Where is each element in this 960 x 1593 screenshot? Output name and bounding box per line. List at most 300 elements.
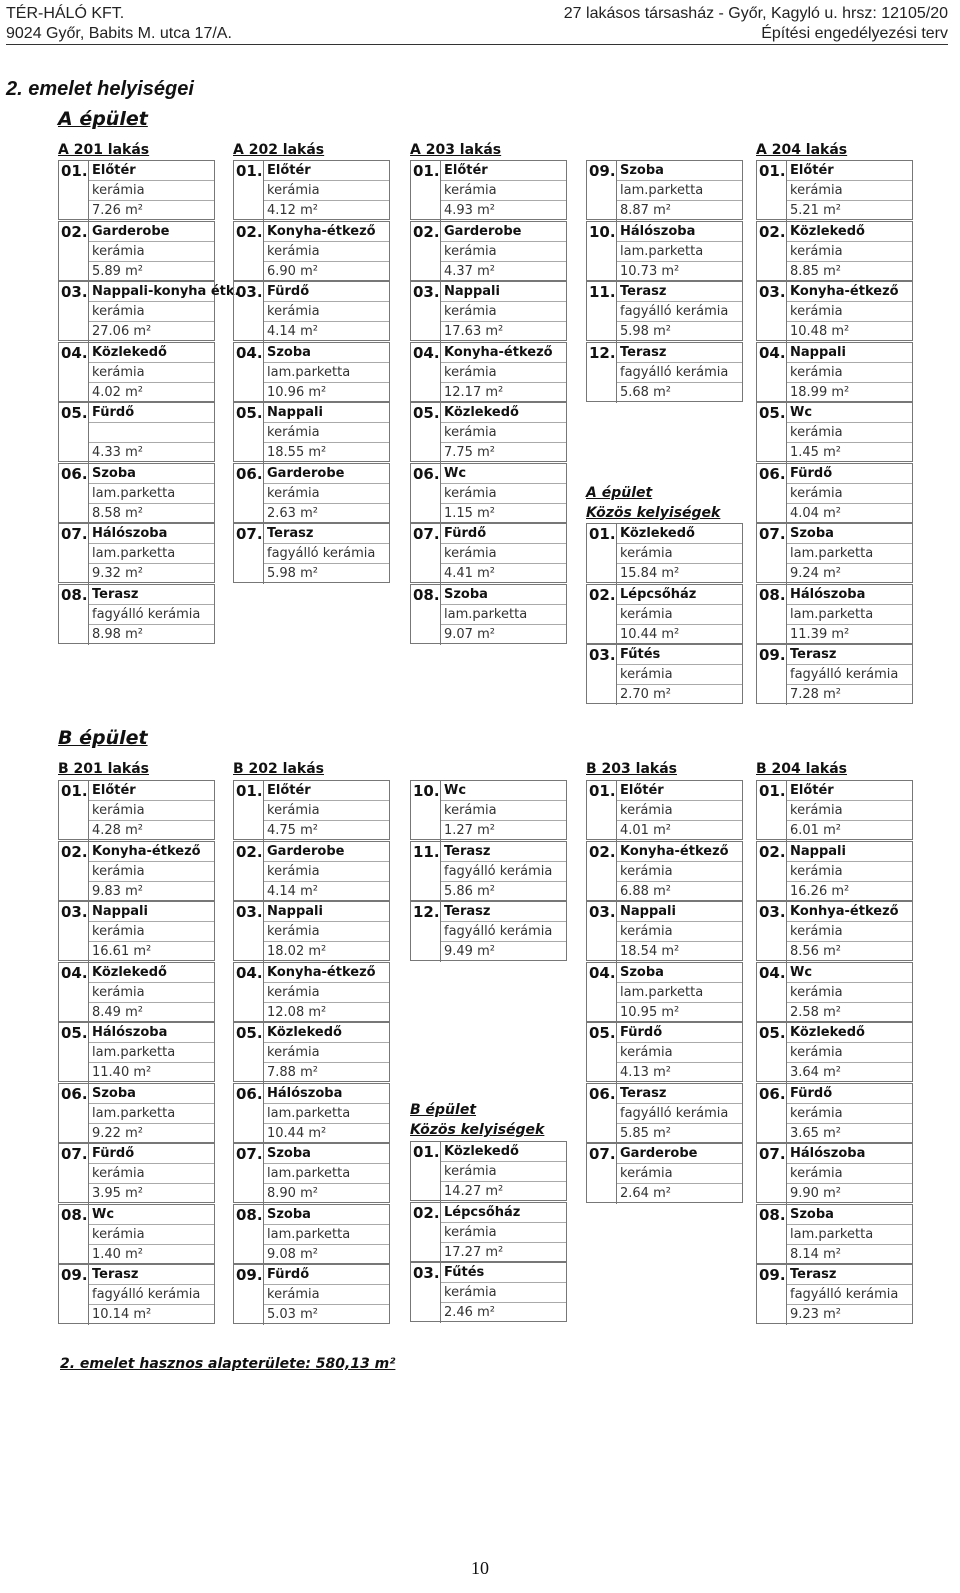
room-cell xyxy=(233,342,390,402)
room-number: 02. xyxy=(411,222,441,282)
room-name: Hálószoba xyxy=(89,524,214,544)
room-cell xyxy=(58,402,215,462)
room-number: 08. xyxy=(59,1205,89,1265)
room-number: 09. xyxy=(587,161,617,221)
room-name: Nappali-konyha étk. xyxy=(89,282,214,302)
floor-finish: fagyálló kerámia xyxy=(617,1104,742,1124)
room-number: 04. xyxy=(411,343,441,403)
room-number: 09. xyxy=(59,1265,89,1325)
room-name: Terasz xyxy=(617,282,742,302)
room-name: Nappali xyxy=(441,282,566,302)
floor-finish: kerámia xyxy=(89,1164,214,1184)
room-number: 01. xyxy=(411,161,441,221)
room-area: 4.93 m² xyxy=(444,203,495,218)
floor-finish: fagyálló kerámia xyxy=(264,544,389,564)
room-name: Garderobe xyxy=(264,464,389,484)
room-cell xyxy=(233,1083,390,1143)
floor-finish: kerámia xyxy=(264,801,389,821)
room-name: Konyha-étkező xyxy=(264,963,389,983)
floor-finish: kerámia xyxy=(617,665,742,685)
room-name: Hálószoba xyxy=(617,222,742,242)
room-number: 11. xyxy=(587,282,617,342)
floor-finish: kerámia xyxy=(441,1162,566,1182)
room-area: 18.02 m² xyxy=(267,944,327,959)
room-cell xyxy=(756,1083,913,1143)
room-number: 03. xyxy=(757,282,787,342)
room-cell xyxy=(410,780,567,840)
room-name: Fűtés xyxy=(617,645,742,665)
room-number: 01. xyxy=(757,161,787,221)
room-name: Szoba xyxy=(787,524,912,544)
room-area: 9.24 m² xyxy=(790,566,841,581)
floor-finish: kerámia xyxy=(617,1043,742,1063)
room-area: 10.95 m² xyxy=(620,1005,680,1020)
room-number: 02. xyxy=(59,842,89,902)
floor-finish: kerámia xyxy=(264,922,389,942)
room-name: Fürdő xyxy=(264,1265,389,1285)
room-number: 04. xyxy=(234,963,264,1023)
floor-finish: kerámia xyxy=(441,544,566,564)
room-cell xyxy=(58,1022,215,1082)
room-name: Közlekedő xyxy=(617,524,742,544)
floor-finish: kerámia xyxy=(264,242,389,262)
room-number: 07. xyxy=(234,1144,264,1204)
room-name: Garderobe xyxy=(264,842,389,862)
room-name: Wc xyxy=(787,403,912,423)
room-number: 08. xyxy=(411,585,441,645)
room-number: 06. xyxy=(757,1084,787,1144)
floor-finish: kerámia xyxy=(787,1104,912,1124)
room-area: 9.08 m² xyxy=(267,1247,318,1262)
room-area: 10.44 m² xyxy=(620,627,680,642)
floor-finish: kerámia xyxy=(264,181,389,201)
room-cell xyxy=(58,1264,215,1324)
floor-finish: kerámia xyxy=(264,484,389,504)
floor-finish: fagyálló kerámia xyxy=(617,302,742,322)
room-area: 6.01 m² xyxy=(790,823,841,838)
room-number: 02. xyxy=(587,842,617,902)
room-number: 05. xyxy=(59,403,89,463)
room-name: Konyha-étkező xyxy=(617,842,742,862)
floor-finish: kerámia xyxy=(441,1223,566,1243)
room-name: Hálószoba xyxy=(787,585,912,605)
room-number: 03. xyxy=(59,282,89,342)
room-cell xyxy=(233,780,390,840)
floor-finish: lam.parketta xyxy=(787,605,912,625)
room-cell xyxy=(233,1143,390,1203)
room-area: 10.44 m² xyxy=(267,1126,327,1141)
room-cell xyxy=(58,841,215,901)
apartment-title: B 204 lakás xyxy=(756,761,847,777)
room-number: 01. xyxy=(587,781,617,841)
room-number: 02. xyxy=(59,222,89,282)
room-cell xyxy=(756,1204,913,1264)
room-area: 5.89 m² xyxy=(92,264,143,279)
room-number: 08. xyxy=(757,585,787,645)
room-name: Előtér xyxy=(264,781,389,801)
project-title: 27 lakásos társasház - Győr, Kagyló u. hrsz: 12105/20 xyxy=(563,5,948,22)
room-name: Közlekedő xyxy=(89,343,214,363)
room-name: Terasz xyxy=(617,343,742,363)
room-number: 04. xyxy=(234,343,264,403)
room-cell xyxy=(756,644,913,704)
room-cell xyxy=(586,281,743,341)
room-area: 8.14 m² xyxy=(790,1247,841,1262)
floor-finish: kerámia xyxy=(89,922,214,942)
room-name: Előtér xyxy=(787,161,912,181)
room-number: 04. xyxy=(59,343,89,403)
room-area: 4.01 m² xyxy=(620,823,671,838)
common-areas-label: Közös kelyiségek xyxy=(586,505,721,521)
floor-finish: kerámia xyxy=(441,423,566,443)
room-number: 01. xyxy=(59,781,89,841)
floor-finish: lam.parketta xyxy=(787,1225,912,1245)
room-name: Fürdő xyxy=(89,403,214,423)
floor-finish: kerámia xyxy=(787,1164,912,1184)
floor-finish: lam.parketta xyxy=(264,363,389,383)
room-name: Wc xyxy=(441,464,566,484)
room-area: 4.14 m² xyxy=(267,324,318,339)
floor-finish: kerámia xyxy=(617,862,742,882)
room-cell xyxy=(58,523,215,583)
room-number: 06. xyxy=(234,1084,264,1144)
floor-finish: lam.parketta xyxy=(89,544,214,564)
floor-finish: fagyálló kerámia xyxy=(89,1285,214,1305)
apartment-title: B 203 lakás xyxy=(586,761,677,777)
room-number: 06. xyxy=(59,464,89,524)
room-area: 16.61 m² xyxy=(92,944,152,959)
room-name: Wc xyxy=(787,963,912,983)
room-area: 9.23 m² xyxy=(790,1307,841,1322)
room-name: Közlekedő xyxy=(441,403,566,423)
room-cell xyxy=(58,221,215,281)
room-name: Konyha-étkező xyxy=(264,222,389,242)
room-cell xyxy=(756,463,913,523)
room-number: 09. xyxy=(757,1265,787,1325)
room-number: 05. xyxy=(234,403,264,463)
room-cell xyxy=(586,962,743,1022)
room-cell xyxy=(233,463,390,523)
room-area: 5.03 m² xyxy=(267,1307,318,1322)
floor-finish: kerámia xyxy=(787,302,912,322)
room-area: 7.75 m² xyxy=(444,445,495,460)
room-name: Fürdő xyxy=(441,524,566,544)
room-cell xyxy=(410,160,567,220)
room-area: 1.40 m² xyxy=(92,1247,143,1262)
header-divider xyxy=(6,44,948,45)
room-name: Konhya-étkező xyxy=(787,902,912,922)
floor-finish: kerámia xyxy=(787,242,912,262)
floor-finish: kerámia xyxy=(787,1043,912,1063)
floor-finish: lam.parketta xyxy=(617,242,742,262)
room-cell xyxy=(233,221,390,281)
room-cell xyxy=(410,901,567,961)
floor-finish: kerámia xyxy=(441,801,566,821)
room-cell xyxy=(586,901,743,961)
room-area: 8.49 m² xyxy=(92,1005,143,1020)
floor-finish: kerámia xyxy=(787,862,912,882)
room-area: 1.27 m² xyxy=(444,823,495,838)
room-cell xyxy=(58,1083,215,1143)
room-number: 01. xyxy=(411,1142,441,1202)
room-number: 02. xyxy=(234,842,264,902)
room-name: Fürdő xyxy=(787,1084,912,1104)
room-number: 12. xyxy=(587,343,617,403)
floor-finish: kerámia xyxy=(441,242,566,262)
room-name: Szoba xyxy=(617,963,742,983)
section-title: 2. emelet helyiségei xyxy=(6,78,194,100)
room-area: 2.58 m² xyxy=(790,1005,841,1020)
floor-finish: kerámia xyxy=(441,363,566,383)
room-name: Hálószoba xyxy=(787,1144,912,1164)
room-area: 5.68 m² xyxy=(620,385,671,400)
room-number: 05. xyxy=(757,403,787,463)
room-cell xyxy=(58,463,215,523)
room-area: 2.63 m² xyxy=(267,506,318,521)
room-area: 10.14 m² xyxy=(92,1307,152,1322)
floor-finish: fagyálló kerámia xyxy=(787,665,912,685)
room-name: Közlekedő xyxy=(787,222,912,242)
room-cell xyxy=(233,523,390,583)
room-name: Szoba xyxy=(89,464,214,484)
document-type: Építési engedélyezési terv xyxy=(761,25,948,42)
floor-finish: kerámia xyxy=(787,801,912,821)
room-number: 04. xyxy=(757,343,787,403)
room-number: 11. xyxy=(411,842,441,902)
room-number: 03. xyxy=(411,1263,441,1323)
floor-finish: kerámia xyxy=(89,363,214,383)
floor-finish: fagyálló kerámia xyxy=(441,862,566,882)
room-number: 06. xyxy=(587,1084,617,1144)
room-name: Terasz xyxy=(787,1265,912,1285)
floor-finish: kerámia xyxy=(617,605,742,625)
room-area: 8.90 m² xyxy=(267,1186,318,1201)
room-name: Fürdő xyxy=(617,1023,742,1043)
room-area: 2.70 m² xyxy=(620,687,671,702)
room-cell xyxy=(756,780,913,840)
floor-finish: fagyálló kerámia xyxy=(89,605,214,625)
apartment-title: B 202 lakás xyxy=(233,761,324,777)
room-name: Közlekedő xyxy=(264,1023,389,1043)
room-area: 4.14 m² xyxy=(267,884,318,899)
room-number: 03. xyxy=(234,902,264,962)
room-number: 09. xyxy=(757,645,787,705)
room-area: 6.90 m² xyxy=(267,264,318,279)
room-cell xyxy=(410,463,567,523)
room-cell xyxy=(586,342,743,402)
room-area: 7.28 m² xyxy=(790,687,841,702)
room-name: Fűtés xyxy=(441,1263,566,1283)
room-number: 06. xyxy=(59,1084,89,1144)
room-name: Nappali xyxy=(787,343,912,363)
floor-finish: lam.parketta xyxy=(787,544,912,564)
room-area: 15.84 m² xyxy=(620,566,680,581)
room-area: 7.26 m² xyxy=(92,203,143,218)
room-name: Nappali xyxy=(264,902,389,922)
room-cell xyxy=(233,1022,390,1082)
room-cell xyxy=(233,160,390,220)
room-name: Terasz xyxy=(617,1084,742,1104)
room-cell xyxy=(233,281,390,341)
floor-finish: lam.parketta xyxy=(264,1164,389,1184)
room-name: Terasz xyxy=(264,524,389,544)
room-number: 02. xyxy=(757,222,787,282)
floor-finish: kerámia xyxy=(89,801,214,821)
room-cell xyxy=(233,901,390,961)
room-cell xyxy=(586,1143,743,1203)
room-number: 03. xyxy=(411,282,441,342)
floor-finish: kerámia xyxy=(89,242,214,262)
room-name: Nappali xyxy=(89,902,214,922)
room-area: 4.75 m² xyxy=(267,823,318,838)
room-name: Konyha-étkező xyxy=(441,343,566,363)
room-number: 10. xyxy=(587,222,617,282)
floor-finish: kerámia xyxy=(617,544,742,564)
room-area: 4.04 m² xyxy=(790,506,841,521)
floor-finish: kerámia xyxy=(787,181,912,201)
floor-finish: kerámia xyxy=(787,922,912,942)
room-area: 8.87 m² xyxy=(620,203,671,218)
room-cell xyxy=(233,1264,390,1324)
room-number: 03. xyxy=(59,902,89,962)
room-name: Terasz xyxy=(89,585,214,605)
floor-finish: kerámia xyxy=(441,302,566,322)
room-cell xyxy=(58,342,215,402)
floor-finish: kerámia xyxy=(787,484,912,504)
room-number: 06. xyxy=(757,464,787,524)
room-area: 8.85 m² xyxy=(790,264,841,279)
room-name: Terasz xyxy=(787,645,912,665)
floor-finish xyxy=(89,423,214,443)
floor-finish: lam.parketta xyxy=(89,1104,214,1124)
common-areas-title xyxy=(586,483,720,523)
room-number: 05. xyxy=(757,1023,787,1083)
floor-finish: kerámia xyxy=(264,1285,389,1305)
floor-finish: kerámia xyxy=(441,181,566,201)
room-cell xyxy=(756,160,913,220)
room-number: 02. xyxy=(234,222,264,282)
common-areas-label: Közös kelyiségek xyxy=(410,1122,545,1138)
header-right xyxy=(564,4,948,44)
room-area: 18.54 m² xyxy=(620,944,680,959)
room-cell xyxy=(58,780,215,840)
room-name: Közlekedő xyxy=(441,1142,566,1162)
room-cell xyxy=(756,1264,913,1324)
room-area: 5.86 m² xyxy=(444,884,495,899)
room-cell xyxy=(58,281,240,341)
room-area: 9.07 m² xyxy=(444,627,495,642)
room-name: Fürdő xyxy=(89,1144,214,1164)
room-area: 3.65 m² xyxy=(790,1126,841,1141)
room-number: 07. xyxy=(234,524,264,584)
room-area: 4.13 m² xyxy=(620,1065,671,1080)
room-area: 9.22 m² xyxy=(92,1126,143,1141)
room-number: 03. xyxy=(587,645,617,705)
room-area: 3.95 m² xyxy=(92,1186,143,1201)
room-cell xyxy=(58,962,215,1022)
room-number: 07. xyxy=(587,1144,617,1204)
room-name: Előtér xyxy=(617,781,742,801)
room-area: 4.02 m² xyxy=(92,385,143,400)
room-area: 2.64 m² xyxy=(620,1186,671,1201)
apartment-title: B 201 lakás xyxy=(58,761,149,777)
room-number: 03. xyxy=(234,282,264,342)
room-name: Szoba xyxy=(264,1205,389,1225)
room-number: 10. xyxy=(411,781,441,841)
page-number: 10 xyxy=(471,1558,489,1578)
floor-finish: fagyálló kerámia xyxy=(617,363,742,383)
room-number: 01. xyxy=(234,781,264,841)
room-area: 10.73 m² xyxy=(620,264,680,279)
room-area: 1.45 m² xyxy=(790,445,841,460)
floor-finish: lam.parketta xyxy=(89,484,214,504)
header-left xyxy=(6,4,232,44)
floor-area-total: 2. emelet hasznos alapterülete: 580,13 m² xyxy=(60,1356,396,1372)
room-name: Garderobe xyxy=(89,222,214,242)
room-cell xyxy=(586,644,743,704)
room-number: 05. xyxy=(234,1023,264,1083)
room-name: Szoba xyxy=(441,585,566,605)
room-number: 01. xyxy=(59,161,89,221)
floor-finish: lam.parketta xyxy=(89,1043,214,1063)
room-name: Nappali xyxy=(617,902,742,922)
room-cell xyxy=(410,523,567,583)
common-building-label: B épület xyxy=(410,1102,477,1118)
room-cell xyxy=(410,221,567,281)
room-number: 05. xyxy=(411,403,441,463)
floor-finish: kerámia xyxy=(441,484,566,504)
room-number: 09. xyxy=(234,1265,264,1325)
room-name: Előtér xyxy=(441,161,566,181)
room-name: Szoba xyxy=(264,1144,389,1164)
room-number: 03. xyxy=(757,902,787,962)
room-number: 07. xyxy=(757,524,787,584)
room-area: 10.48 m² xyxy=(790,324,850,339)
room-number: 05. xyxy=(59,1023,89,1083)
room-name: Lépcsőház xyxy=(441,1203,566,1223)
room-cell xyxy=(58,160,215,220)
room-area: 8.58 m² xyxy=(92,506,143,521)
room-number: 05. xyxy=(587,1023,617,1083)
room-cell xyxy=(586,523,743,583)
room-cell xyxy=(756,523,913,583)
room-name: Nappali xyxy=(264,403,389,423)
room-name: Garderobe xyxy=(441,222,566,242)
floor-finish: kerámia xyxy=(787,363,912,383)
room-area: 12.08 m² xyxy=(267,1005,327,1020)
company-address: 9024 Győr, Babits M. utca 17/A. xyxy=(6,25,232,42)
room-number: 08. xyxy=(757,1205,787,1265)
room-area: 5.21 m² xyxy=(790,203,841,218)
room-number: 02. xyxy=(587,585,617,645)
room-area: 5.98 m² xyxy=(620,324,671,339)
room-name: Szoba xyxy=(264,343,389,363)
room-cell xyxy=(410,1202,567,1262)
room-name: Konyha-étkező xyxy=(89,842,214,862)
floor-finish: lam.parketta xyxy=(264,1225,389,1245)
room-cell xyxy=(756,1143,913,1203)
room-name: Közlekedő xyxy=(89,963,214,983)
room-name: Nappali xyxy=(787,842,912,862)
room-cell xyxy=(233,1204,390,1264)
room-number: 08. xyxy=(234,1205,264,1265)
floor-finish: kerámia xyxy=(617,1164,742,1184)
room-area: 12.17 m² xyxy=(444,385,504,400)
building-title: A épület xyxy=(58,108,148,130)
room-area: 8.56 m² xyxy=(790,944,841,959)
floor-finish: fagyálló kerámia xyxy=(441,922,566,942)
room-cell xyxy=(586,1083,743,1143)
